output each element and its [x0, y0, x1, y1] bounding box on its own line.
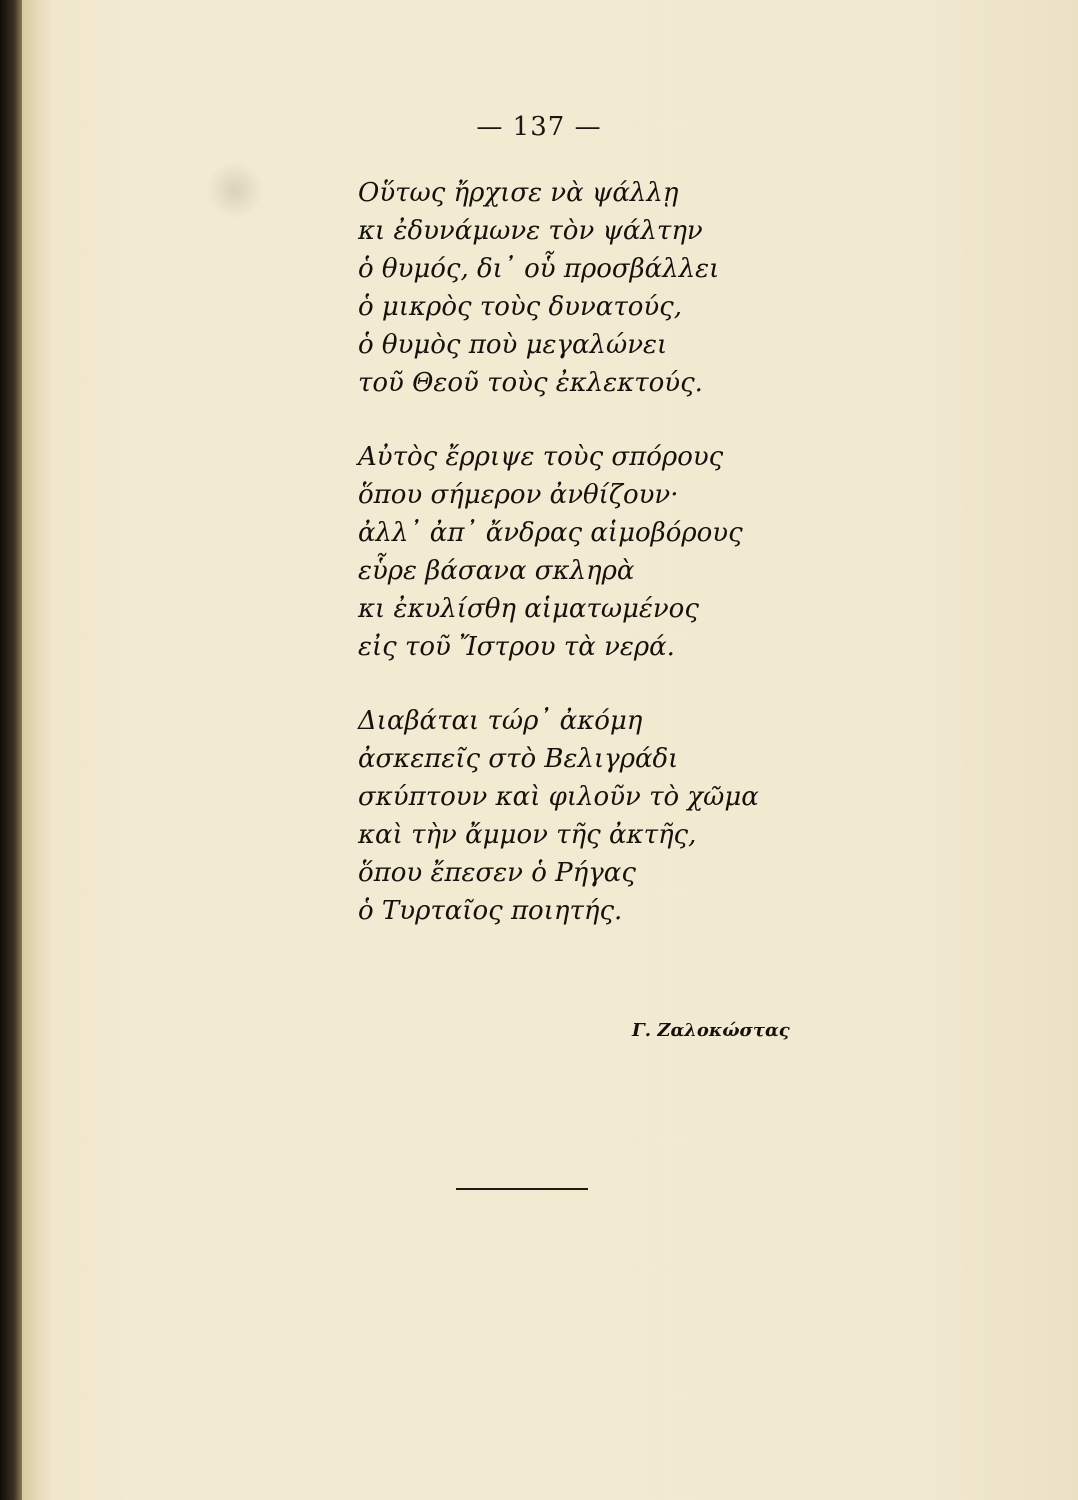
poem-line: κι ἐκυλίσθη αἱματωμένος [358, 594, 699, 624]
paper-stain [207, 160, 263, 220]
poem-line: τοῦ Θεοῦ τοὺς ἐκλεκτούς. [358, 368, 703, 398]
stanza-1 [358, 174, 918, 402]
poem-line: εἰς τοῦ Ἴστρου τὰ νερά. [358, 632, 675, 662]
poem-line: σκύπτουν καὶ φιλοῦν τὸ χῶμα [358, 782, 759, 812]
poem-line: ἀσκεπεῖς στὸ Βελιγράδι [358, 744, 679, 774]
end-rule [456, 1188, 588, 1190]
poem-line: ὁ μικρὸς τοὺς δυνατούς, [358, 292, 682, 322]
author-signature: Γ. Ζαλοκώστας [632, 1020, 790, 1041]
poem-line: εὗρε βάσανα σκληρὰ [358, 556, 635, 586]
poem-line: ὅπου σήμερον ἀνθίζουν· [358, 480, 679, 510]
poem-line: Αὐτὸς ἔρριψε τοὺς σπόρους [358, 442, 724, 472]
book-spine-shadow [0, 0, 22, 1500]
poem-line: ὁ Τυρταῖος ποιητής. [358, 896, 623, 926]
poem-line: ὁ θυμός, δι᾽ οὗ προσβάλλει [358, 254, 720, 284]
poem-line: Οὕτως ἤρχισε νὰ ψάλλῃ [358, 178, 679, 208]
poem-line: κι ἐδυνάμωνε τὸν ψάλτην [358, 216, 703, 246]
poem-line: ὁ θυμὸς ποὺ μεγαλώνει [358, 330, 668, 360]
poem-line: Διαβάται τώρ᾽ ἀκόμη [358, 706, 643, 736]
poem [358, 174, 918, 930]
stanza-2 [358, 438, 918, 666]
poem-line: καὶ τὴν ἄμμον τῆς ἀκτῆς, [358, 820, 697, 850]
poem-line: ὅπου ἔπεσεν ὁ Ρήγας [358, 858, 636, 888]
page-number: — 137 — [476, 112, 602, 142]
stanza-3 [358, 702, 918, 930]
poem-line: ἀλλ᾽ ἀπ᾽ ἄνδρας αἱμοβόρους [358, 518, 743, 548]
